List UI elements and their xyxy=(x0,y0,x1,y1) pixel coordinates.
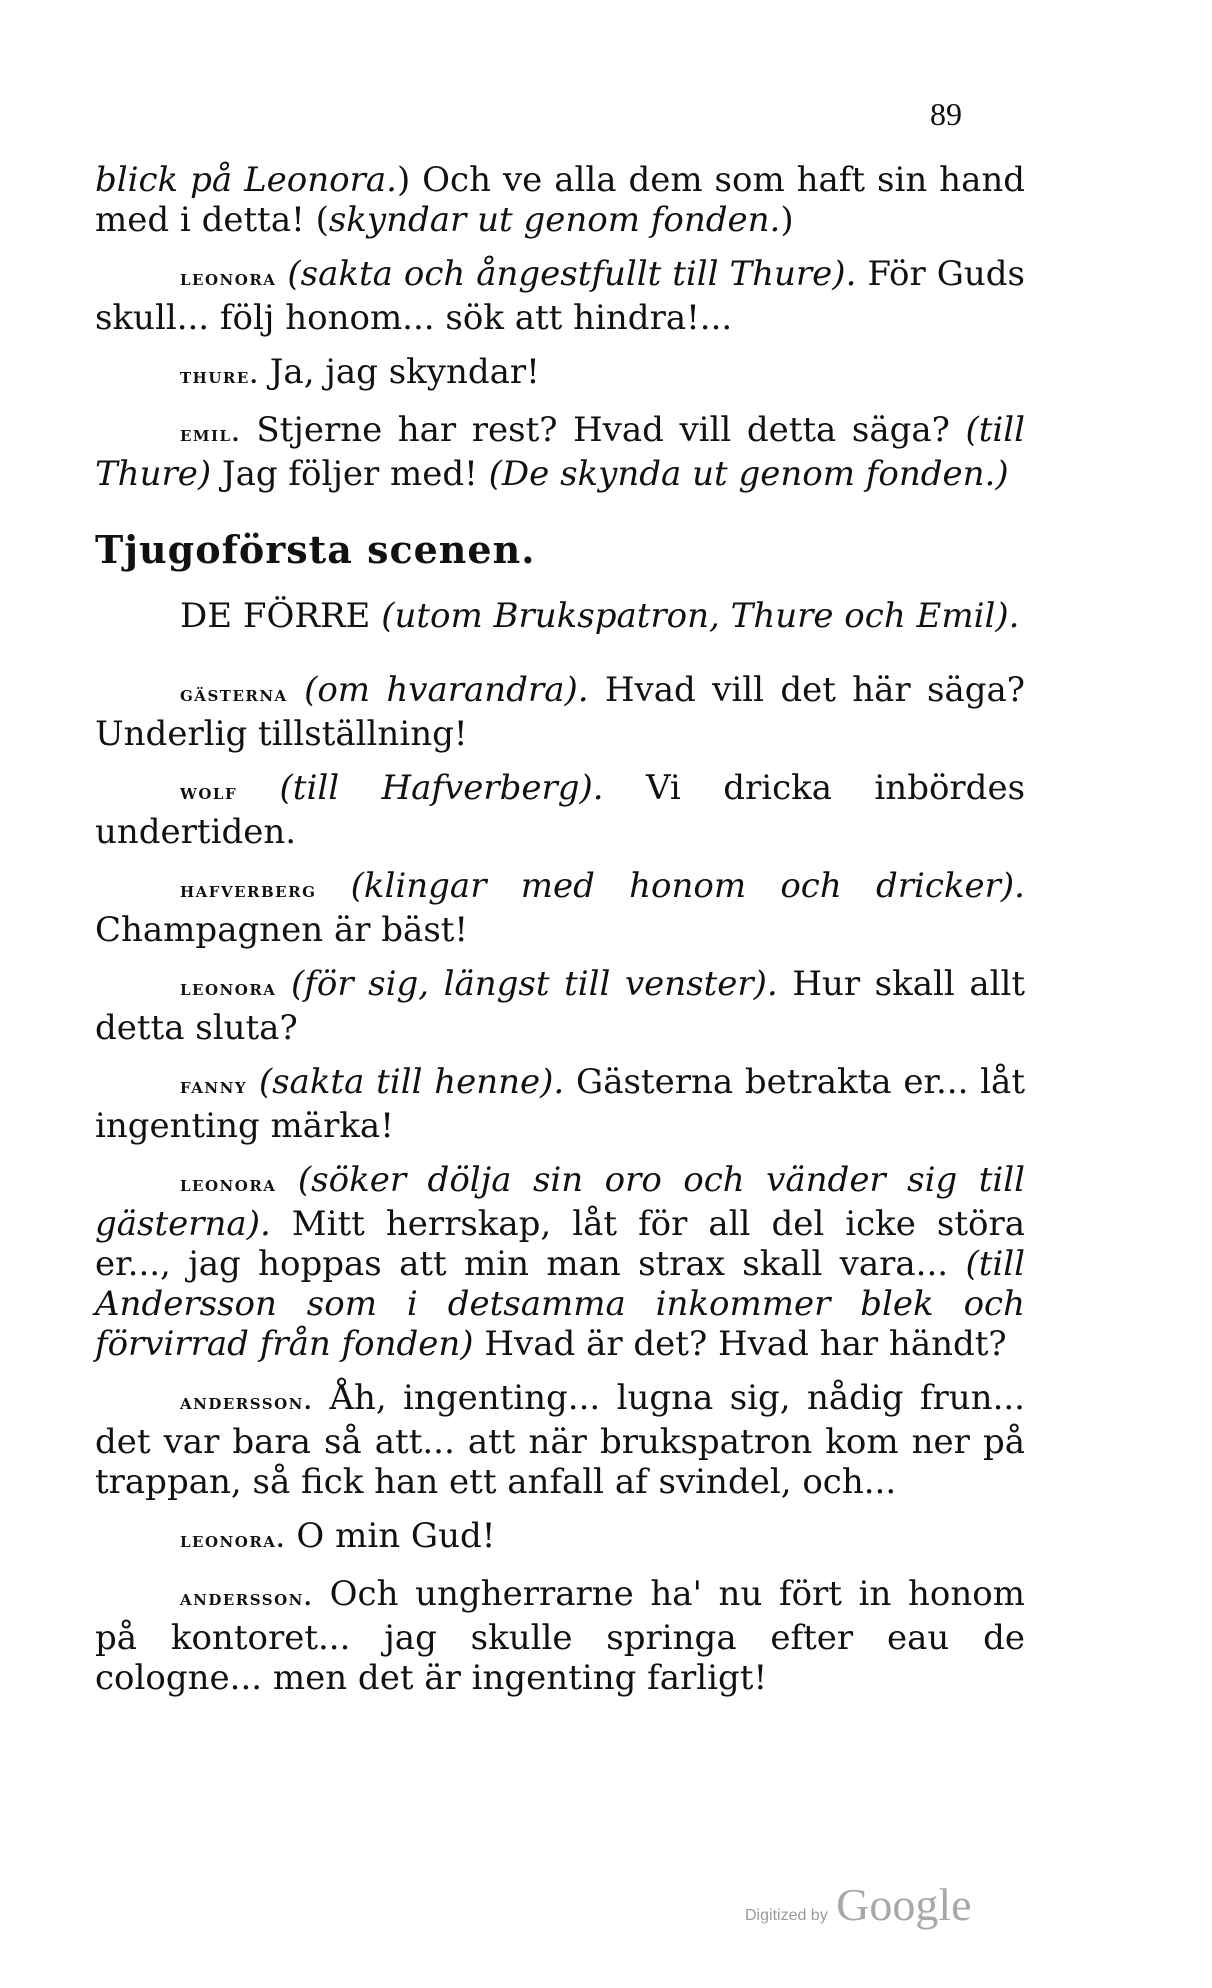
speaker-name: thure. xyxy=(180,363,259,389)
stage-direction: (sakta och ångestfullt till Thure). xyxy=(287,254,857,294)
speaker-name: leonora. xyxy=(180,1527,286,1553)
paragraph xyxy=(95,410,1025,494)
dialogue-text: Mitt herrskap, låt för all del icke störa er..., jag hoppas att min man strax skall vara... xyxy=(95,1204,1025,1284)
paragraph xyxy=(95,352,1025,396)
stage-direction: skyndar ut genom fonden. xyxy=(328,200,781,240)
speaker-name: leonora xyxy=(180,265,277,291)
stage-direction: (om hvarandra). xyxy=(304,670,589,710)
speaker-name: andersson. xyxy=(180,1585,314,1611)
stage-direction: (utom Brukspatron, Thure och Emil). xyxy=(381,596,1020,636)
page-number: 89 xyxy=(930,96,962,132)
dialogue-text: O min Gud! xyxy=(285,1516,496,1556)
stage-direction: (De skynda ut genom fonden.) xyxy=(488,454,1009,494)
dialogue-text: ) Och ve alla dem som haft sin hand med i detta! ( xyxy=(95,160,1025,240)
speaker-name: hafverberg xyxy=(180,877,317,903)
stage-direction: (till Hafverberg). xyxy=(279,768,604,808)
cast-caps: DE FÖRRE xyxy=(180,596,382,636)
dialogue-text: Gästerna betrakta er... låt ingenting märka! xyxy=(95,1062,1025,1146)
stage-direction: (till Thure) xyxy=(95,410,1025,494)
paragraph xyxy=(95,254,1025,338)
paragraph xyxy=(95,964,1025,1048)
digitized-watermark xyxy=(745,1878,972,1931)
stage-direction: blick på Leonora. xyxy=(95,160,397,200)
paragraph xyxy=(95,670,1025,754)
paragraph xyxy=(95,160,1025,240)
paragraph xyxy=(95,768,1025,852)
dialogue-text: Jag följer med! xyxy=(211,454,489,494)
dialogue-text: Och ungherrarne ha' nu fört in honom på kontoret... jag skulle springa efter eau de cologne... men det är ingenting farligt! xyxy=(95,1574,1025,1698)
speaker-name: leonora xyxy=(180,1171,277,1197)
dialogue-text: Hvad vill det här säga? Underlig tillställning! xyxy=(95,670,1025,754)
paragraph xyxy=(95,866,1025,950)
paragraph xyxy=(95,1516,1025,1560)
dialogue-text: För Guds skull... följ honom... sök att hindra!... xyxy=(95,254,1025,338)
speaker-name: emil. xyxy=(180,421,241,447)
dialogue-text: ) xyxy=(780,200,794,240)
paragraph xyxy=(95,1378,1025,1502)
stage-direction: (söker dölja sin oro och vänder sig till gästerna). xyxy=(95,1160,1025,1244)
paragraph xyxy=(95,1160,1025,1364)
dialogue-text: Hvad är det? Hvad har händt? xyxy=(473,1324,1007,1364)
speaker-name: andersson. xyxy=(180,1389,314,1415)
digitized-label: Digitized by xyxy=(745,1907,828,1924)
paragraph xyxy=(95,1062,1025,1146)
cast-line xyxy=(95,596,1025,636)
speaker-name: wolf xyxy=(180,779,238,805)
page-text xyxy=(95,160,1025,1712)
google-logo: Google xyxy=(836,1879,972,1930)
speaker-name: leonora xyxy=(180,975,277,1001)
dialogue-text: Stjerne har rest? Hvad vill detta säga? xyxy=(240,410,966,450)
dialogue-text: Hur skall allt detta sluta? xyxy=(95,964,1026,1048)
scene-heading: Tjugoförsta scenen. xyxy=(95,527,536,572)
stage-direction: (klingar med honom och dricker). xyxy=(350,866,1025,906)
paragraph xyxy=(95,1574,1025,1698)
speaker-name: gästerna xyxy=(180,681,288,707)
stage-direction: (sakta till henne). xyxy=(258,1062,565,1102)
stage-direction: (för sig, längst till venster). xyxy=(291,964,778,1004)
speaker-name: fanny xyxy=(180,1073,248,1099)
dialogue-text: Ja, jag skyndar! xyxy=(258,352,540,392)
stage-direction: (till Andersson som i detsamma inkommer blek och förvirrad från fonden) xyxy=(95,1244,1025,1364)
dialogue-text: Vi dricka inbördes undertiden. xyxy=(95,768,1026,852)
dialogue-text: Champagnen är bäst! xyxy=(95,910,469,950)
dialogue-text: Åh, ingenting... lugna sig, nådig frun... det var bara så att... att när brukspatron kom ner på trappan, så fick han ett anfall af svindel, och... xyxy=(95,1378,1025,1502)
